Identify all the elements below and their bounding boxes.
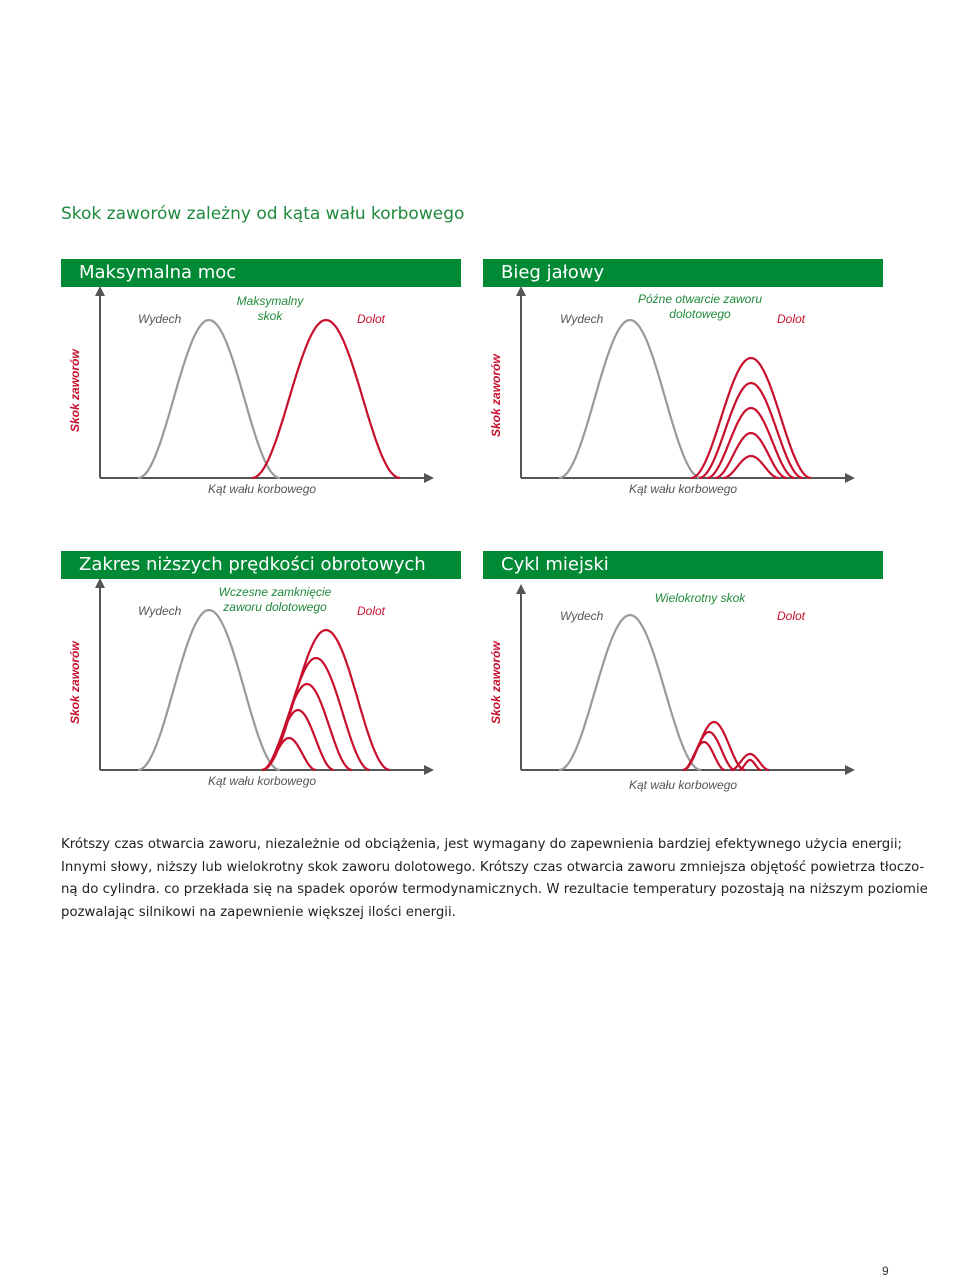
page-number: 9 <box>882 1264 889 1278</box>
intake-valve-curve <box>262 630 390 770</box>
label-exhaust: Wydech <box>560 312 604 326</box>
y-axis-arrow <box>95 578 105 588</box>
chart-city-cycle <box>511 578 871 778</box>
intake-valve-curve <box>691 358 811 478</box>
exhaust-valve-curve <box>559 320 701 478</box>
x-axis-arrow <box>845 473 855 483</box>
page-heading: Skok zaworów zależny od kąta wału korbowego <box>61 204 465 224</box>
note-line: Maksymalny <box>236 294 304 308</box>
exhaust-valve-curve <box>559 615 701 770</box>
label-intake: Dolot <box>357 312 386 326</box>
intake-valve-curve <box>252 320 400 478</box>
exhaust-valve-curve <box>138 320 280 478</box>
y-axis-label: Skok zaworów <box>489 354 503 437</box>
label-intake: Dolot <box>777 609 806 623</box>
note-line: Późne otwarcie zaworu <box>637 292 763 306</box>
body-line: ną do cylindra. co przekłada się na spadek oporów termodynamicznych. W rezultacie temperatury pozostają na niższym poziomie <box>61 882 928 897</box>
exhaust-valve-curve <box>138 610 280 770</box>
y-axis-label: Skok zaworów <box>68 641 82 724</box>
x-axis-arrow <box>424 473 434 483</box>
body-line: pozwalając silnikowi na zapewnienie większej ilości energii. <box>61 904 456 920</box>
panel-title-max-power: Maksymalna moc <box>61 259 461 287</box>
intake-valve-curve <box>262 738 316 770</box>
label-exhaust: Wydech <box>138 604 182 618</box>
note-line: dolotowego <box>669 307 731 321</box>
label-exhaust: Wydech <box>560 609 604 623</box>
y-axis-arrow <box>516 584 526 594</box>
intake-valve-curve <box>262 658 370 770</box>
x-axis-label: Kąt wału korbowego <box>208 774 317 788</box>
intake-valve-curve <box>739 760 761 770</box>
y-axis-label: Skok zaworów <box>489 641 503 724</box>
panel-title-low-rpm: Zakres niższych prędkości obrotowych <box>61 551 461 579</box>
panel-title-city-cycle: Cykl miejski <box>483 551 883 579</box>
note-line: skok <box>257 309 283 323</box>
x-axis-label: Kąt wału korbowego <box>629 778 738 792</box>
intake-valve-curve <box>683 742 725 770</box>
y-axis-arrow <box>516 286 526 296</box>
note-line: Wczesne zamknięcie <box>218 585 332 599</box>
body-line: Innymi słowy, niższy lub wielokrotny skok zaworu dolotowego. Krótszy czas otwarcia zaworu zmniejsza objętość powietrza tłoczo- <box>61 859 925 875</box>
y-axis-label: Skok zaworów <box>68 349 82 432</box>
note-line: Wielokrotny skok <box>654 591 746 605</box>
note-line: zaworu dolotowego <box>223 600 327 614</box>
body-paragraph <box>61 834 928 924</box>
x-axis-arrow <box>424 765 434 775</box>
x-axis-label: Kąt wału korbowego <box>629 482 738 496</box>
intake-valve-curve <box>699 383 803 478</box>
y-axis-arrow <box>95 286 105 296</box>
label-intake: Dolot <box>777 312 806 326</box>
panel-title-idle: Bieg jałowy <box>483 259 883 287</box>
body-line: Krótszy czas otwarcia zaworu, niezależnie od obciążenia, jest wymagany do zapewnienia bardziej efektywnego użycia energii; <box>61 837 903 852</box>
x-axis-arrow <box>845 765 855 775</box>
chart-max-power <box>90 280 450 480</box>
label-intake: Dolot <box>357 604 386 618</box>
chart-idle <box>511 280 871 480</box>
chart-low-rpm <box>90 572 450 772</box>
label-exhaust: Wydech <box>138 312 182 326</box>
x-axis-label: Kąt wału korbowego <box>208 482 317 496</box>
